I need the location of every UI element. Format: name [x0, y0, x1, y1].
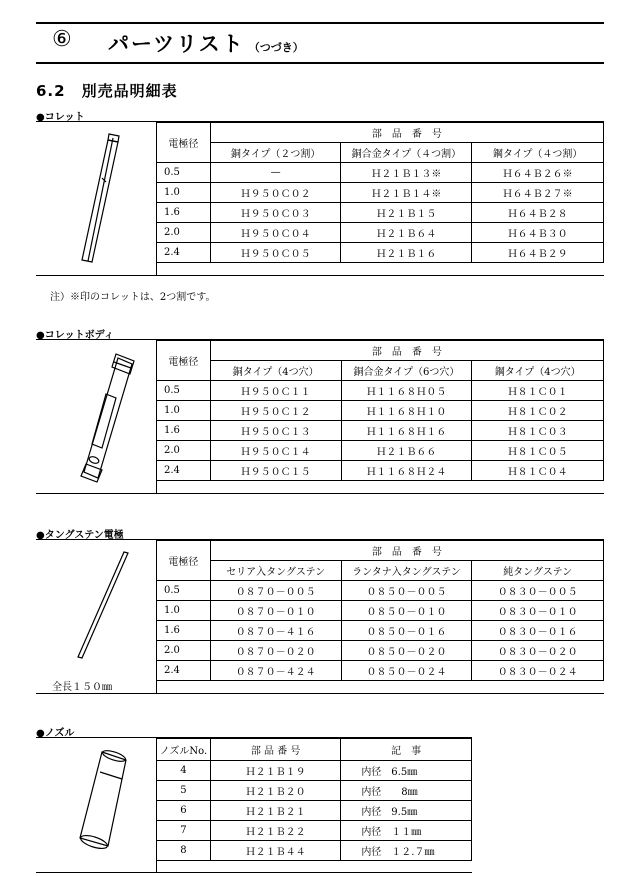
table-cell: Ｈ９５０Ｃ０３ [210, 203, 341, 223]
table-cell: 2.4 [157, 661, 211, 681]
table-row [157, 581, 604, 601]
table-cell: Ｈ９５０Ｃ１４ [210, 441, 341, 461]
table-cell: 2.0 [157, 223, 211, 243]
table-cell: 0.5 [157, 381, 211, 401]
table-cell: Ｈ６４Ｂ２６※ [472, 163, 604, 183]
collet-body-col-part-no: 部 品 番 号 [210, 341, 603, 361]
electrode-type: セリア入タングステン [210, 561, 341, 581]
table-cell: — [210, 163, 341, 183]
nozzle-image-cell [36, 738, 157, 872]
table-row [157, 841, 472, 861]
table-cell: 0.5 [157, 163, 211, 183]
table-cell: Ｈ９５０Ｃ１５ [210, 461, 341, 481]
table-cell: ０８５０－０１０ [341, 601, 472, 621]
section-title: 6.2 別売品明細表 [36, 82, 178, 100]
electrode-type: ランタナ入タングステン [341, 561, 472, 581]
table-cell: Ｈ６４Ｂ２７※ [472, 183, 604, 203]
table-cell: Ｈ２１Ｂ１９ [210, 761, 340, 781]
table-cell: ０８３０－０２４ [472, 661, 604, 681]
table-cell: Ｈ２１Ｂ６４ [341, 223, 472, 243]
table-row [157, 601, 604, 621]
table-cell: Ｈ２１Ｂ２１ [210, 801, 340, 821]
table-cell: 1.6 [157, 203, 211, 223]
table-cell: 8 [157, 841, 211, 861]
electrode-table [156, 540, 604, 681]
table-cell: Ｈ６４Ｂ３０ [472, 223, 604, 243]
table-row [157, 421, 604, 441]
table-cell: 2.0 [157, 441, 211, 461]
table-row [157, 461, 604, 481]
table-row [157, 381, 604, 401]
collet-col-part-no: 部 品 番 号 [210, 123, 603, 143]
table-cell: 7 [157, 821, 211, 841]
table-cell: ０８３０－０１６ [472, 621, 604, 641]
table-cell: 1.6 [157, 421, 211, 441]
collet-image-cell [36, 122, 157, 275]
table-row [157, 621, 604, 641]
table-cell: ０８５０－０２０ [341, 641, 472, 661]
table-cell: ０８５０－００５ [341, 581, 472, 601]
table-row [157, 203, 604, 223]
table-row [157, 223, 604, 243]
table-cell: Ｈ９５０Ｃ１１ [210, 381, 341, 401]
table-cell: Ｈ６４Ｂ２９ [472, 243, 604, 263]
table-cell: 0.5 [157, 581, 211, 601]
electrode-type: 純タングステン [472, 561, 604, 581]
table-cell: Ｈ８１Ｃ０３ [472, 421, 604, 441]
collet-body-bottom-rule [36, 493, 604, 494]
table-cell: 1.0 [157, 183, 211, 203]
table-cell: ０８７０－００５ [210, 581, 341, 601]
collet-label: ●コレット [36, 112, 85, 123]
nozzle-label: ●ノズル [36, 728, 75, 739]
electrode-bottom-rule [36, 693, 604, 694]
collet-type: 鋼タイプ（４つ割） [472, 143, 604, 163]
table-cell: Ｈ２１Ｂ１６ [341, 243, 472, 263]
table-cell: ０８７０－４１６ [210, 621, 341, 641]
collet-note: 注）※印のコレットは、2つ割です。 [50, 292, 216, 303]
table-cell: 内径 8㎜ [341, 781, 472, 801]
table-cell: 4 [157, 761, 211, 781]
table-row [157, 641, 604, 661]
table-cell: Ｈ２１Ｂ６６ [341, 441, 472, 461]
table-cell: Ｈ６４Ｂ２８ [472, 203, 604, 223]
table-cell: Ｈ２１Ｂ１５ [341, 203, 472, 223]
collet-body-image-cell [36, 340, 157, 493]
table-cell: ０８３０－０２０ [472, 641, 604, 661]
nozzle-col-remarks: 記 事 [341, 739, 472, 761]
electrode-image-cell [36, 540, 157, 693]
collet-body-type: 鋼タイプ（4つ穴） [472, 361, 604, 381]
table-cell: 内径 １２.７㎜ [341, 841, 472, 861]
table-cell: 1.6 [157, 621, 211, 641]
table-cell: 内径 6.5㎜ [341, 761, 472, 781]
section-number: ⑥ [52, 27, 72, 52]
page-header [36, 22, 604, 64]
table-row [157, 401, 604, 421]
table-cell: Ｈ９５０Ｃ１３ [210, 421, 341, 441]
table-cell: Ｈ９５０Ｃ０４ [210, 223, 341, 243]
table-row [157, 441, 604, 461]
table-cell: 内径 9.5㎜ [341, 801, 472, 821]
table-cell: ０８３０－０１０ [472, 601, 604, 621]
table-cell: Ｈ９５０Ｃ１２ [210, 401, 341, 421]
table-cell: 内径 １１㎜ [341, 821, 472, 841]
table-cell: Ｈ２１Ｂ２２ [210, 821, 340, 841]
page-subtitle: （つづき） [248, 41, 304, 54]
table-cell: Ｈ１１６８Ｈ２４ [341, 461, 472, 481]
table-cell: Ｈ８１Ｃ０４ [472, 461, 604, 481]
table-cell: Ｈ９５０Ｃ０５ [210, 243, 341, 263]
table-cell: Ｈ９５０Ｃ０２ [210, 183, 341, 203]
table-cell: Ｈ８１Ｃ０１ [472, 381, 604, 401]
electrode-col-diameter: 電極径 [157, 541, 211, 581]
table-cell: Ｈ２１Ｂ２０ [210, 781, 340, 801]
table-row [157, 761, 472, 781]
nozzle-bottom-rule [36, 872, 472, 873]
table-row [157, 801, 472, 821]
nozzle-drawing [36, 738, 156, 872]
collet-drawing [36, 122, 156, 275]
table-cell: 1.0 [157, 401, 211, 421]
table-cell: ０８５０－０２４ [341, 661, 472, 681]
electrode-drawing [36, 540, 156, 693]
table-cell: ０８５０－０１６ [341, 621, 472, 641]
table-cell: ０８７０－０２０ [210, 641, 341, 661]
electrode-col-part-no: 部 品 番 号 [210, 541, 603, 561]
table-cell: Ｈ２１Ｂ４４ [210, 841, 340, 861]
collet-bottom-rule [36, 275, 604, 276]
collet-body-col-diameter: 電極径 [157, 341, 211, 381]
table-cell: ０８７０－４２４ [210, 661, 341, 681]
table-cell: ０８７０－０１０ [210, 601, 341, 621]
nozzle-col-part-no: 部 品 番 号 [210, 739, 340, 761]
electrode-label: ●タングステン電極 [36, 530, 124, 541]
collet-col-diameter: 電極径 [157, 123, 211, 163]
table-cell: Ｈ２１Ｂ１４※ [341, 183, 472, 203]
table-cell: 5 [157, 781, 211, 801]
table-row [157, 163, 604, 183]
collet-body-table [156, 340, 604, 481]
table-row [157, 183, 604, 203]
collet-type: 銅合金タイプ（４つ割） [341, 143, 472, 163]
nozzle-col-no: ノズルNo. [157, 739, 211, 761]
collet-body-type: 銅合金タイプ（6つ穴） [341, 361, 472, 381]
table-cell: Ｈ１１６８Ｈ０５ [341, 381, 472, 401]
collet-type: 銅タイプ（２つ割） [210, 143, 341, 163]
collet-body-label: ●コレットボディ [36, 330, 114, 341]
nozzle-table [156, 738, 472, 861]
table-row [157, 781, 472, 801]
table-cell: 1.0 [157, 601, 211, 621]
table-cell: 6 [157, 801, 211, 821]
table-cell: Ｈ８１Ｃ０２ [472, 401, 604, 421]
electrode-length-caption: 全長１５０㎜ [52, 682, 112, 693]
table-cell: Ｈ１１６８Ｈ１０ [341, 401, 472, 421]
table-cell: Ｈ２１Ｂ１３※ [341, 163, 472, 183]
page-title [108, 28, 304, 58]
table-cell: Ｈ８１Ｃ０５ [472, 441, 604, 461]
table-cell: 2.0 [157, 641, 211, 661]
table-cell: ０８３０－００５ [472, 581, 604, 601]
page-title-text: パーツリスト [108, 32, 245, 56]
table-cell: 2.4 [157, 461, 211, 481]
collet-body-type: 銅タイプ（4つ穴） [210, 361, 341, 381]
collet-table [156, 122, 604, 263]
table-row [157, 661, 604, 681]
collet-body-drawing [36, 340, 156, 493]
table-row [157, 821, 472, 841]
table-row [157, 243, 604, 263]
table-cell: 2.4 [157, 243, 211, 263]
table-cell: Ｈ１１６８Ｈ１６ [341, 421, 472, 441]
